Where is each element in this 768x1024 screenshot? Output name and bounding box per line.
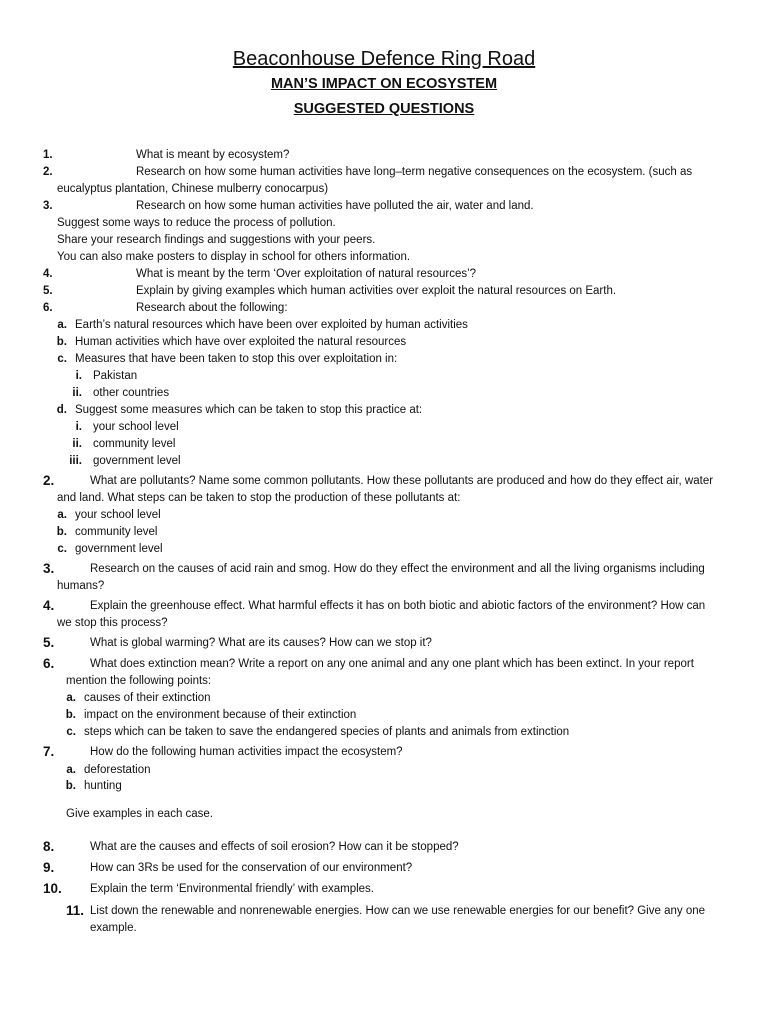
section-heading: SUGGESTED QUESTIONS xyxy=(293,101,475,117)
question-text: How do the following human activities impact the ecosystem? xyxy=(90,746,403,758)
sub-item-label: d. xyxy=(56,404,67,416)
sub-item-text: deforestation xyxy=(84,764,151,776)
question-number: 2. xyxy=(43,166,53,178)
topic-title: MAN’S IMPACT ON ECOSYSTEM xyxy=(270,76,498,92)
sub-item-label: a. xyxy=(57,509,67,521)
question-note: Give examples in each case. xyxy=(66,808,214,820)
question-number: 7. xyxy=(43,744,55,759)
sub-item-text: community level xyxy=(75,526,158,538)
roman-item-label: ii. xyxy=(72,438,82,450)
question-text-continued: mention the following points: xyxy=(66,675,212,687)
question-number: 4. xyxy=(43,598,55,613)
question-text-continued: example. xyxy=(90,922,137,934)
sub-item-text: hunting xyxy=(84,780,122,792)
sub-item-label: b. xyxy=(65,780,76,792)
question-text: What are pollutants? Name some common pollutants. How these pollutants are produced and how do they effect air, water xyxy=(90,475,714,487)
question-text: Explain the greenhouse effect. What harmful effects it has on both biotic and abiotic factors of the environment? How can xyxy=(90,600,706,612)
question-text: What is meant by the term ‘Over exploitation of natural resources’? xyxy=(136,268,477,280)
question-number: 6. xyxy=(43,656,55,671)
roman-item-label: ii. xyxy=(72,387,82,399)
sub-item-label: b. xyxy=(56,526,67,538)
sub-item-label: b. xyxy=(65,709,76,721)
question-text: Research on how some human activities have long–term negative consequences on the ecosystem. (such as xyxy=(136,166,693,178)
roman-item-text: your school level xyxy=(93,421,179,433)
question-text: Explain the term ‘Environmental friendly’ with examples. xyxy=(90,883,375,895)
roman-item-label: iii. xyxy=(69,455,82,467)
sub-item-text: government level xyxy=(75,543,163,555)
roman-item-text: community level xyxy=(93,438,176,450)
sub-item-text: Human activities which have over exploited the natural resources xyxy=(75,336,407,348)
question-number: 11. xyxy=(66,903,85,918)
question-number: 1. xyxy=(43,149,53,161)
question-text: Research on the causes of acid rain and smog. How do they effect the environment and all the living organisms including xyxy=(90,563,705,575)
sub-item-text: steps which can be taken to save the endangered species of plants and animals from extinction xyxy=(84,726,570,738)
question-text-line: Share your research findings and suggestions with your peers. xyxy=(57,234,376,246)
question-text-line: Suggest some ways to reduce the process of pollution. xyxy=(57,217,336,229)
sub-item-text: Measures that have been taken to stop this over exploitation in: xyxy=(75,353,398,365)
sub-item-label: a. xyxy=(57,319,67,331)
roman-item-text: government level xyxy=(93,455,181,467)
sub-item-label: c. xyxy=(57,353,67,365)
question-text-continued: eucalyptus plantation, Chinese mulberry conocarpus) xyxy=(57,183,329,195)
sub-item-text: Suggest some measures which can be taken to stop this practice at: xyxy=(75,404,423,416)
roman-item-label: i. xyxy=(75,421,82,433)
question-number: 8. xyxy=(43,839,55,854)
question-text: What are the causes and effects of soil erosion? How can it be stopped? xyxy=(90,841,459,853)
question-number: 5. xyxy=(43,285,53,297)
question-number: 3. xyxy=(43,200,53,212)
question-text: What is global warming? What are its causes? How can we stop it? xyxy=(90,637,432,649)
sub-item-text: impact on the environment because of their extinction xyxy=(84,709,357,721)
roman-item-text: Pakistan xyxy=(93,370,138,382)
question-text: What is meant by ecosystem? xyxy=(136,149,290,161)
question-text: Explain by giving examples which human activities over exploit the natural resources on Earth. xyxy=(136,285,617,297)
question-text-continued: humans? xyxy=(57,580,105,592)
question-text: List down the renewable and nonrenewable energies. How can we use renewable energies for our benefit? Give any one xyxy=(90,905,706,917)
question-text: Research on how some human activities have polluted the air, water and land. xyxy=(136,200,534,212)
sub-item-text: causes of their extinction xyxy=(84,692,211,704)
sub-item-label: c. xyxy=(57,543,67,555)
sub-item-label: a. xyxy=(66,764,76,776)
sub-item-text: Earth’s natural resources which have been over exploited by human activities xyxy=(75,319,468,331)
question-number: 4. xyxy=(43,268,53,280)
sub-item-text: your school level xyxy=(75,509,161,521)
school-title: Beaconhouse Defence Ring Road xyxy=(232,48,536,70)
question-text: What does extinction mean? Write a report on any one animal and any one plant which has been extinct. In your report xyxy=(90,658,694,670)
sub-item-label: b. xyxy=(56,336,67,348)
sub-item-label: a. xyxy=(66,692,76,704)
question-text: How can 3Rs be used for the conservation of our environment? xyxy=(90,862,413,874)
question-text-continued: we stop this process? xyxy=(57,617,168,629)
question-number: 6. xyxy=(43,302,53,314)
question-number: 9. xyxy=(43,860,55,875)
question-number: 10. xyxy=(43,881,62,896)
question-number: 3. xyxy=(43,561,55,576)
roman-item-text: other countries xyxy=(93,387,170,399)
question-text-continued: and land. What steps can be taken to stop the production of these pollutants at: xyxy=(57,492,461,504)
roman-item-label: i. xyxy=(75,370,82,382)
question-number: 5. xyxy=(43,635,55,650)
question-number: 2. xyxy=(43,473,55,488)
question-text-line: You can also make posters to display in school for others information. xyxy=(57,251,411,263)
sub-item-label: c. xyxy=(66,726,76,738)
question-text: Research about the following: xyxy=(136,302,288,314)
